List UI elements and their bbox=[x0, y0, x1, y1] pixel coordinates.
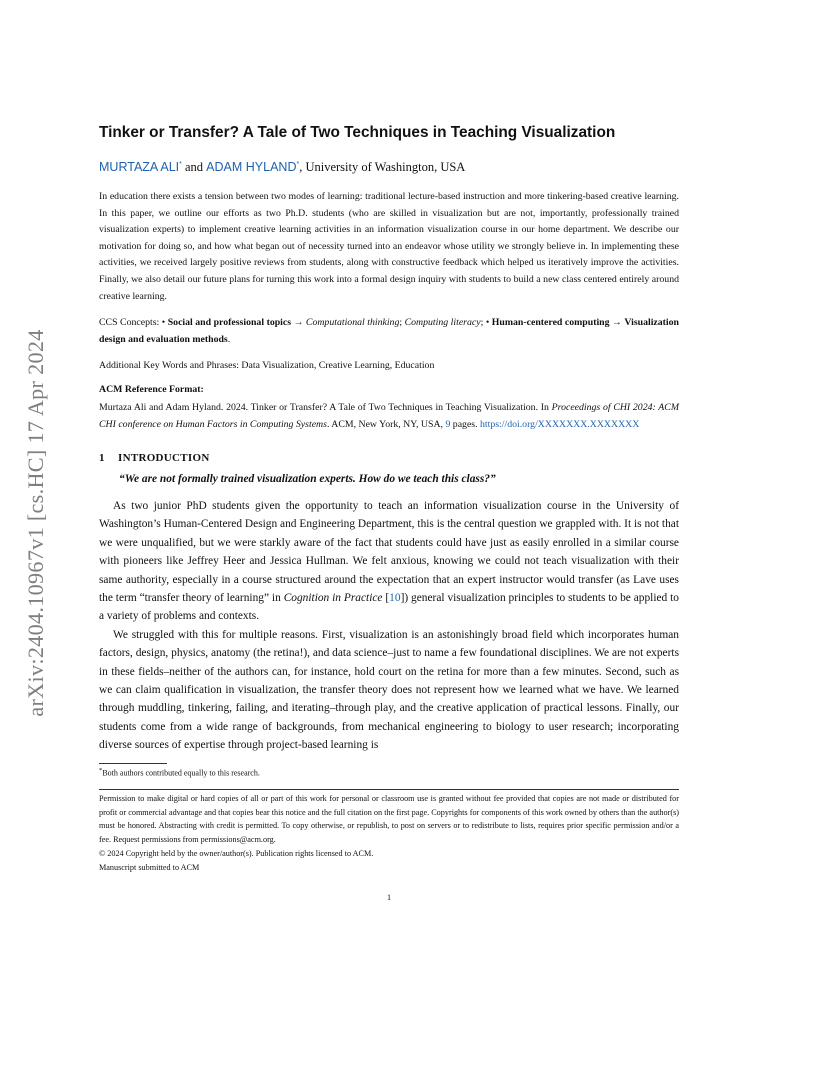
paragraph-1: As two junior PhD students given the opportunity to teach an information visualization course in the University of Washington’s Human-Centered Design and Engineering Department, this is the central question we grappled with. It is not that we were unqualified, but we were starkly aware of the fact that students could have just as easily enrolled in a similar course with pioneers like Jeffrey Heer and Jessica Hullman. We felt anxious, knowing we could not teach visualization with their same authority, especially in a course structured around the expectation that an expert instructor would transfer (as Lave uses the term “transfer theory of learning” in Cognition in Practice [10]) general visualization principles to students to be applied to a variety of problems and contexts. bbox=[99, 500, 679, 623]
arxiv-sidebar-stamp bbox=[23, 288, 49, 758]
doi-link[interactable]: https://doi.org/XXXXXXX.XXXXXXX bbox=[480, 418, 640, 430]
author-2-link[interactable]: ADAM HYLAND* bbox=[206, 160, 300, 174]
page-number: 1 bbox=[386, 893, 392, 902]
body-text bbox=[99, 497, 679, 755]
paper-title: Tinker or Transfer? A Tale of Two Techniques in Teaching Visualization bbox=[99, 124, 616, 141]
reference-format-heading: ACM Reference Format: bbox=[99, 384, 204, 395]
page-count-link[interactable]: 9 bbox=[445, 418, 451, 430]
footnote-rule bbox=[99, 763, 167, 764]
paragraph-2: We struggled with this for multiple reasons. First, visualization is an astonishingly broad field which incorporates human factors, design, physics, anatomy (the retina!), and data science–just to name a few foundational disciplines. We are not experts in these fields–neither of the authors can, for instance, hold court on the retina for more than a few minutes. Second, such as we can claim qualification in visualization, the transfer theory does not represent how we learned what we have. We learned through muddling, tinkering, failing, and iterating–through play, and the creative application of practical lessons. Finally, our students come from a wide range of backgrounds, from mechanical engineering to biology to user research; incorporating diverse sources of expertise through project-based learning is bbox=[99, 628, 679, 752]
epigraph-quote: “We are not formally trained visualization experts. How do we teach this class?” bbox=[119, 473, 496, 485]
copyright-line: © 2024 Copyright held by the owner/author(s). Publication rights licensed to ACM. bbox=[99, 848, 374, 858]
manuscript-status: Manuscript submitted to ACM bbox=[99, 862, 200, 872]
arxiv-id: arXiv:2404.10967v1 [cs.HC] 17 Apr 2024 bbox=[23, 329, 48, 717]
author-1-link[interactable]: MURTAZA ALI* bbox=[99, 160, 182, 174]
author-conjunction: and bbox=[181, 160, 207, 174]
keywords: Additional Key Words and Phrases: Data Visualization, Creative Learning, Education bbox=[99, 360, 435, 371]
ccs-concepts: CCS Concepts: • Social and professional topics → Computational thinking; Computing literacy; • Human-centered computing → Visualization design and evaluation methods. bbox=[99, 317, 680, 345]
reference-format: Murtaza Ali and Adam Hyland. 2024. Tinker or Transfer? A Tale of Two Techniques in Teaching Visualization. In Proceedings of CHI 2024: ACM CHI conference on Human Factors in Computing Systems. ACM, New York, NY, USA, 9 pages. https://doi.org/XXXXXXX.XXXXXXX bbox=[99, 402, 679, 430]
author-line bbox=[99, 160, 679, 175]
permission-notice: Permission to make digital or hard copies of all or part of this work for personal or classroom use is granted without fee provided that copies are not made or distributed for profit or commercial advantage and that copies bear this notice and the full citation on the first page. Copyrights for components of this work owned by others than the author(s) must be honored. Abstracting with credit is permitted. To copy otherwise, or republish, to post on servers or to redistribute to lists, requires prior specific permission and/or a fee. Request permissions from permissions@acm.org. © 2024 Copyright held by the owner/author(s). Publication rights licensed to ACM. Manuscript submitted to ACM bbox=[99, 792, 679, 874]
affiliation: , University of Washington, USA bbox=[299, 160, 466, 174]
section-number: 1 bbox=[99, 452, 105, 464]
footnote: *Both authors contributed equally to this research. bbox=[99, 767, 260, 778]
citation-link[interactable]: 10 bbox=[389, 592, 401, 605]
section-title: INTRODUCTION bbox=[118, 452, 210, 464]
abstract: In education there exists a tension between two modes of learning: traditional lecture-based instruction and more tinkering-based creative learning. In this paper, we outline our efforts as two Ph.D. students (who are skilled in visualization but are not, importantly, professionally trained visualization experts) to implement creative learning activities in an information visualization course in our home department. We describe our motivation for doing so, and how what began out of necessity turned into an endeavor whose utility we strongly believe in. In implementing these activities, we received largely positive reviews from students, along with constructive feedback which helped us iteratively improve the activities. Finally, we also detail our future plans for turning this work into a formal design inquiry with students to build a new class centered entirely around creative learning. bbox=[99, 191, 679, 302]
section-heading bbox=[99, 452, 679, 464]
permission-rule bbox=[99, 789, 679, 790]
